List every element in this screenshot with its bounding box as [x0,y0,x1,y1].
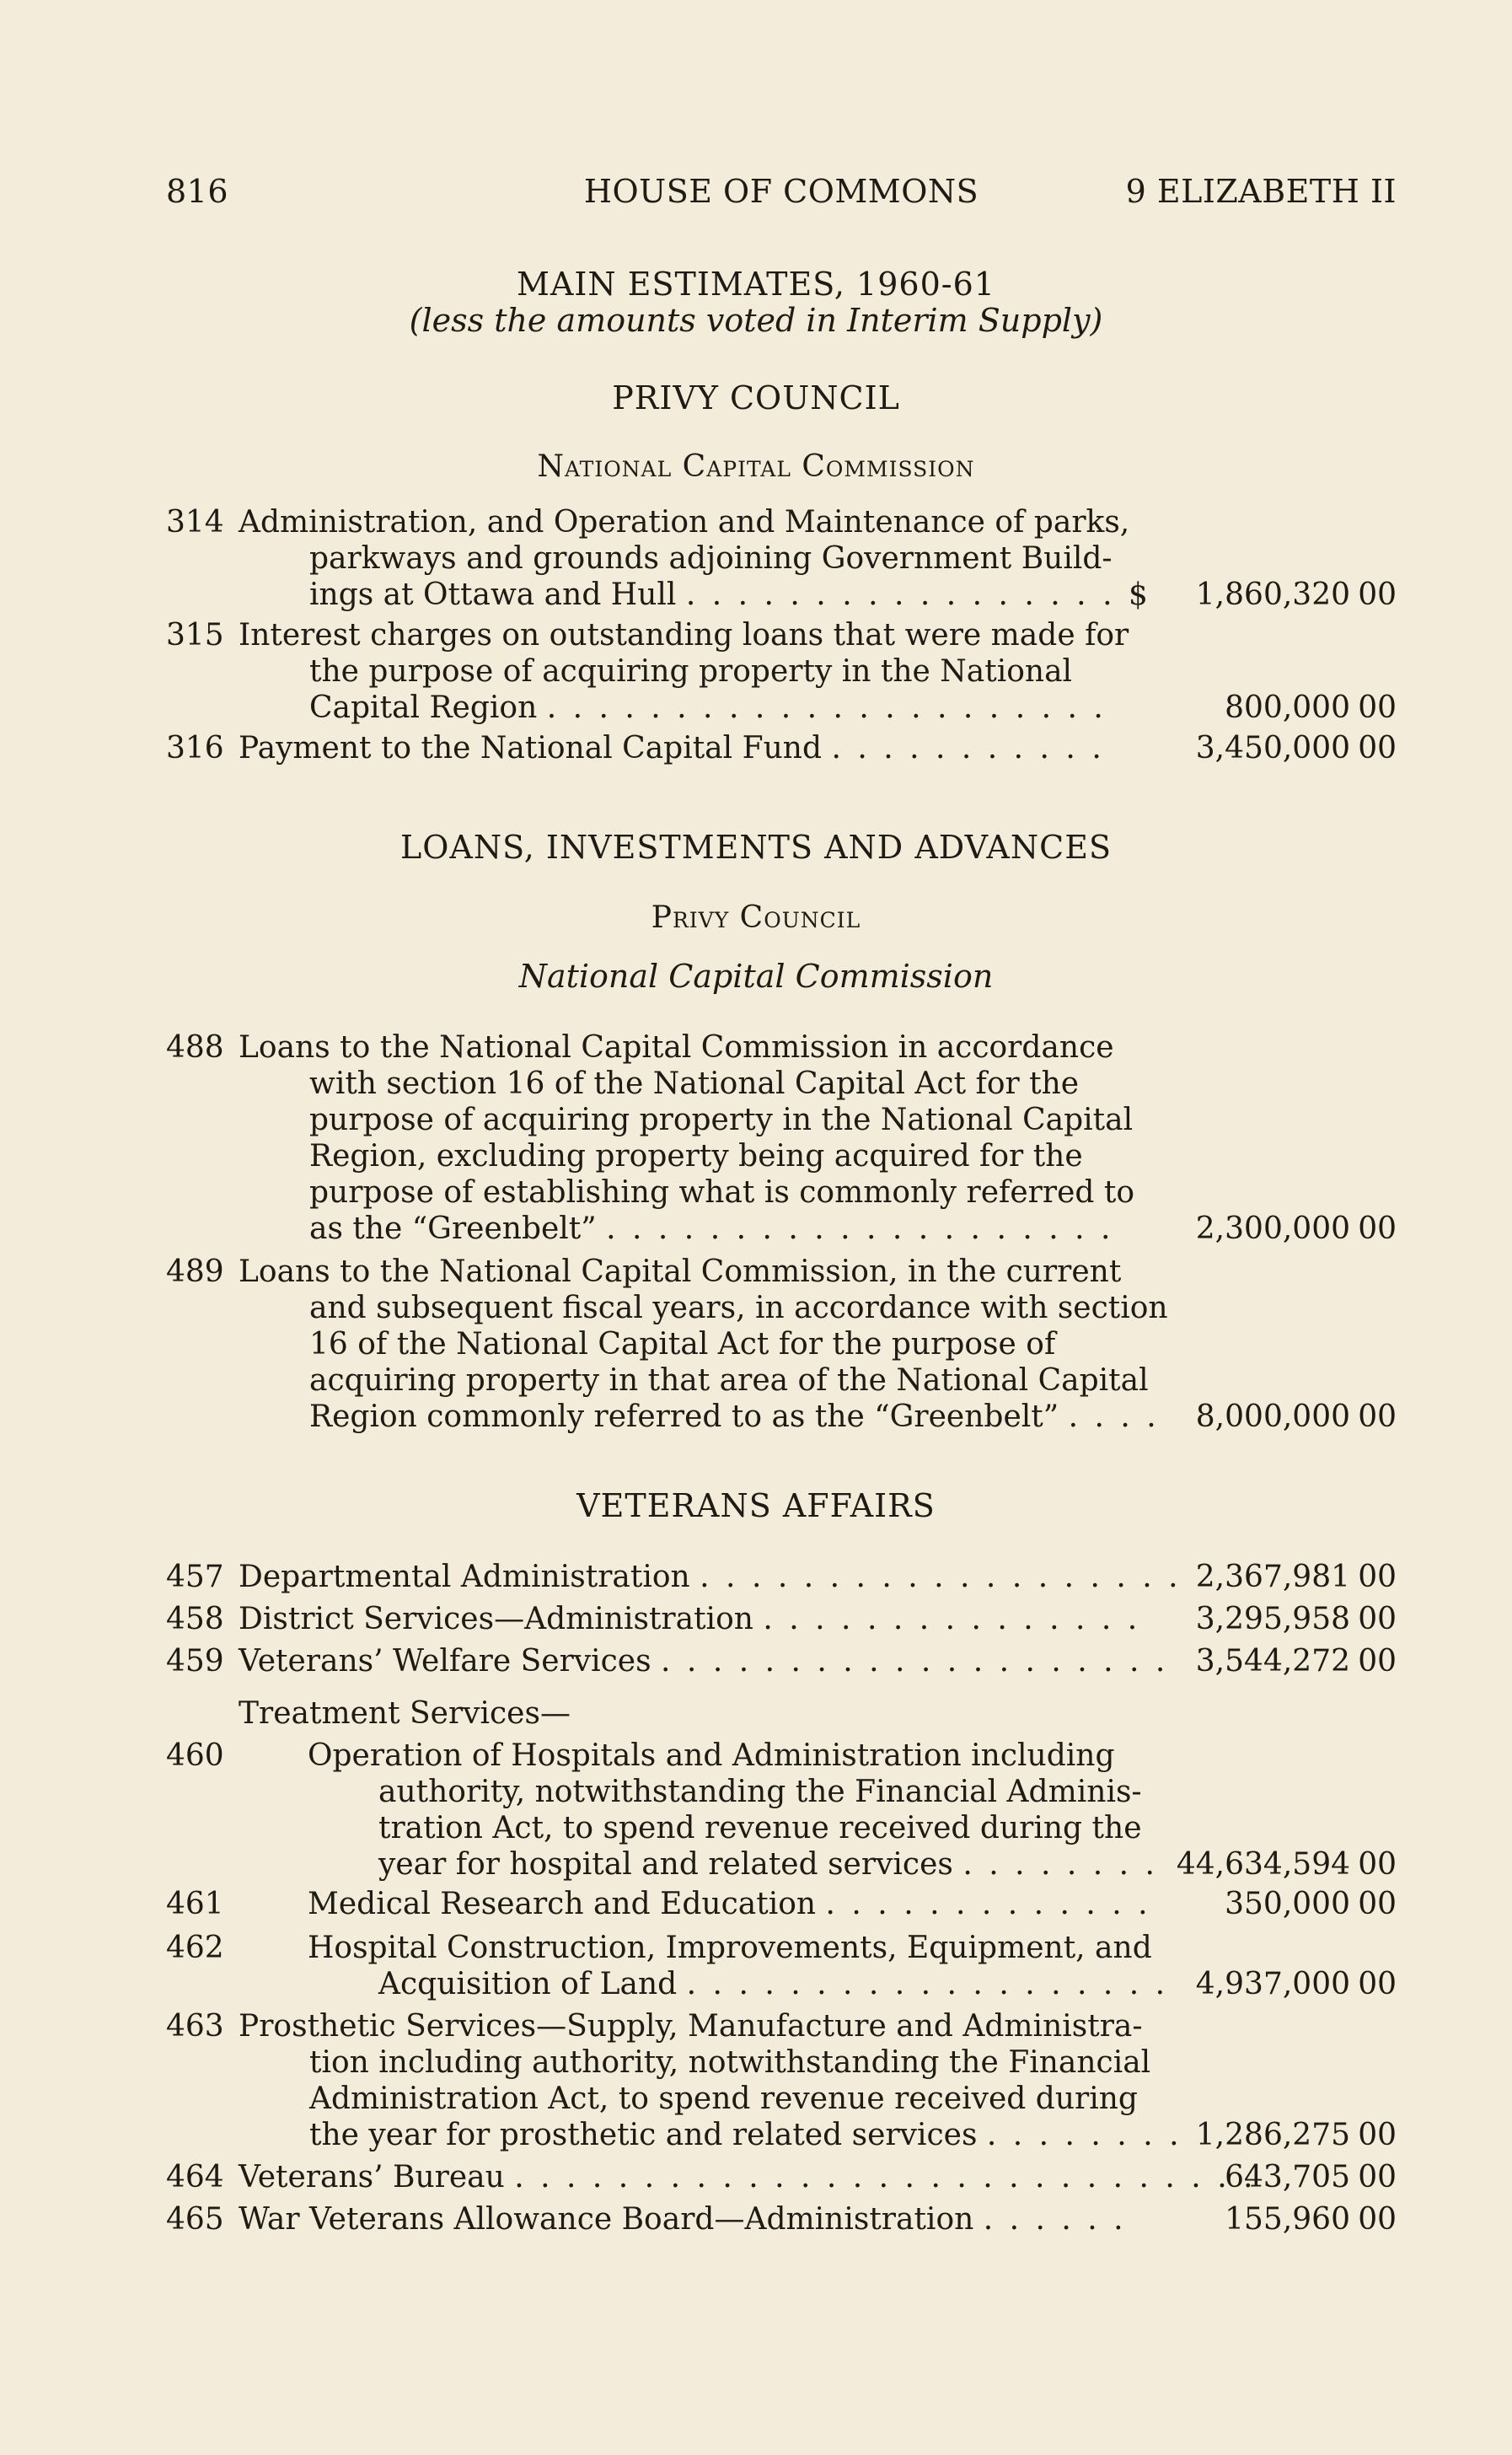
page-subtitle: (less the amounts voted in Interim Supply) [409,302,1103,339]
item-line: Region commonly referred to as the “Greenbelt” . . . . [309,1399,1160,1434]
amount-cents: 00 [1358,731,1397,766]
dot-leader: . . . . . . . . [962,1847,1158,1882]
item-line: authority, notwithstanding the Financial Adminis- [378,1775,1142,1809]
item-description [239,1601,1322,1637]
vote-number: 458 [166,1602,224,1636]
item-line: Prosthetic Services—Supply, Manufacture and Administra- [239,2009,1143,2044]
amount-cents: 00 [1358,1399,1397,1434]
vote-number: 488 [166,1030,224,1065]
dot-leader: . . . . . . . . . . . . . . . [763,1602,1141,1636]
dot-leader: . . . . . . . . . . . . . . . . . . . . . . . . . . . . . [514,2160,1257,2194]
item-description [239,2008,1322,2153]
amount-cents: 00 [1358,1211,1397,1246]
item-line: tion including authority, notwithstanding the Financial [309,2045,1151,2080]
amount-dollars: 2,367,981 [1195,1560,1350,1594]
amount-dollars: 643,705 [1225,2160,1350,2194]
vote-number: 460 [166,1738,224,1773]
regnal-year: 9 ELIZABETH II [1125,173,1397,210]
amount-cents: 00 [1358,1967,1397,2001]
amount-dollars: 4,937,000 [1195,1967,1350,2001]
section-subsubtitle-ncc: National Capital Commission [518,958,994,995]
amount-cents: 00 [1358,577,1397,612]
amount-dollars: 3,450,000 [1195,731,1350,766]
item-description [239,1254,1322,1435]
item-line: purpose of establishing what is commonly referred to [309,1175,1135,1210]
vote-number: 314 [166,505,224,540]
section-subtitle-ncc: National Capital Commission [537,449,975,484]
dot-leader: . . . . . . . . [986,2118,1182,2152]
amount-cents: 00 [1358,1602,1397,1636]
item-line: Capital Region . . . . . . . . . . . . . . . . . . . . . . [309,690,1107,725]
amount-cents: 00 [1358,2160,1397,2194]
section-title-privy-council: PRIVY COUNCIL [612,379,900,416]
amount-cents: 00 [1358,1560,1397,1594]
amount-dollars: 155,960 [1225,2202,1350,2237]
amount-cents: 00 [1358,690,1397,725]
amount-cents: 00 [1358,1887,1397,1921]
dot-leader: . . . . . . . . . . . . . . . . . . . . [661,1644,1169,1679]
item-line: Loans to the National Capital Commission, in the current [239,1254,1122,1289]
item-line: parkways and grounds adjoining Government Build- [309,541,1113,576]
item-description [239,617,1322,726]
vote-number: 489 [166,1254,224,1289]
dot-leader: . . . . . . . . . . . . . . . . . . . [686,1967,1169,2001]
item-line: purpose of acquiring property in the National Capital [309,1103,1134,1137]
item-description [239,504,1322,613]
item-description [308,1930,1322,2002]
dot-leader: . . . . . . [983,2202,1127,2237]
vote-number: 461 [166,1887,224,1921]
item-line: Administration Act, to spend revenue received during [309,2082,1138,2116]
item-line: tration Act, to spend revenue received during the [378,1811,1142,1845]
vote-number: 315 [166,618,224,653]
amount-dollars: 3,544,272 [1195,1644,1350,1679]
item-description [239,1695,1322,1732]
vote-number: 463 [166,2009,224,2044]
item-line: as the “Greenbelt” . . . . . . . . . . . . . . . . . . . . [309,1211,1114,1246]
vote-number: 316 [166,731,224,766]
running-title: HOUSE OF COMMONS [583,173,979,210]
amount-dollars: 2,300,000 [1195,1211,1350,1246]
vote-number: 464 [166,2160,224,2194]
vote-number: 465 [166,2202,224,2237]
item-line: Region, excluding property being acquired for the [309,1139,1083,1174]
item-line: Operation of Hospitals and Administration including [308,1738,1115,1773]
amount-dollars: 350,000 [1225,1887,1350,1921]
amount-dollars: 8,000,000 [1195,1399,1350,1434]
item-description [239,1643,1322,1679]
item-line: Administration, and Operation and Maintenance of parks, [239,505,1130,540]
dot-leader: . . . . . . . . . . . . . . . . . $ [685,577,1151,612]
item-line: Hospital Construction, Improvements, Equipment, and [308,1931,1152,1965]
item-line: Veterans’ Bureau . . . . . . . . . . . . . . . . . . . . . . . . . . . . . [239,2160,1257,2194]
page-number: 816 [166,173,229,210]
item-description [239,2201,1322,2237]
item-description [308,1886,1322,1922]
dot-leader: . . . . . . . . . . . . . . . . . . . [700,1560,1182,1594]
amount-cents: 00 [1358,2118,1397,2152]
item-line: Departmental Administration . . . . . . . . . . . . . . . . . . . [239,1560,1182,1594]
item-description [308,1738,1322,1883]
item-description [239,730,1322,766]
amount-dollars: 1,860,320 [1195,577,1350,612]
item-line: 16 of the National Capital Act for the purpose of [309,1327,1056,1362]
page-title: MAIN ESTIMATES, 1960-61 [517,266,995,303]
vote-number: 457 [166,1560,224,1594]
item-line: and subsequent fiscal years, in accordance with section [309,1291,1168,1325]
section-title-veterans-affairs: VETERANS AFFAIRS [576,1487,936,1524]
section-subtitle-privy-council: Privy Council [651,900,861,935]
amount-cents: 00 [1358,1644,1397,1679]
vote-number: 459 [166,1644,224,1679]
amount-dollars: 800,000 [1225,690,1350,725]
item-line: Veterans’ Welfare Services . . . . . . . . . . . . . . . . . . . . [239,1644,1169,1679]
dot-leader: . . . . [1068,1399,1160,1434]
amount-dollars: 44,634,594 [1176,1847,1350,1882]
dot-leader: . . . . . . . . . . . [831,731,1105,766]
item-line: acquiring property in that area of the National Capital [309,1363,1149,1398]
amount-dollars: 3,295,958 [1195,1602,1350,1636]
item-description [239,1559,1322,1595]
amount-dollars: 1,286,275 [1195,2118,1350,2152]
item-line: with section 16 of the National Capital Act for the [309,1066,1080,1101]
item-description [239,2159,1322,2195]
item-line: Loans to the National Capital Commission in accordance [239,1030,1114,1065]
item-line: the purpose of acquiring property in the National [309,654,1073,689]
item-line: Payment to the National Capital Fund . . . . . . . . . . . [239,731,1105,766]
vote-number: 462 [166,1931,224,1965]
amount-cents: 00 [1358,1847,1397,1882]
section-title-loans: LOANS, INVESTMENTS AND ADVANCES [400,829,1112,866]
item-line: District Services—Administration . . . . . . . . . . . . . . . [239,1602,1141,1636]
item-line: ings at Ottawa and Hull . . . . . . . . . . . . . . . . . $ [309,577,1151,612]
dot-leader: . . . . . . . . . . . . . [825,1887,1151,1921]
item-description [239,1029,1322,1247]
item-line: the year for prosthetic and related services . . . . . . . . [309,2118,1182,2152]
item-line: War Veterans Allowance Board—Administration . . . . . . [239,2202,1127,2237]
item-line: Treatment Services— [239,1696,571,1731]
item-line: year for hospital and related services . . . . . . . . [378,1847,1158,1882]
item-line: Acquisition of Land . . . . . . . . . . . . . . . . . . . [378,1967,1169,2001]
item-line: Medical Research and Education . . . . . . . . . . . . . [308,1887,1151,1921]
amount-cents: 00 [1358,2202,1397,2237]
item-line: Interest charges on outstanding loans that were made for [239,618,1129,653]
dot-leader: . . . . . . . . . . . . . . . . . . . . [606,1211,1114,1246]
dot-leader: . . . . . . . . . . . . . . . . . . . . . . [546,690,1107,725]
running-header [166,173,1397,215]
